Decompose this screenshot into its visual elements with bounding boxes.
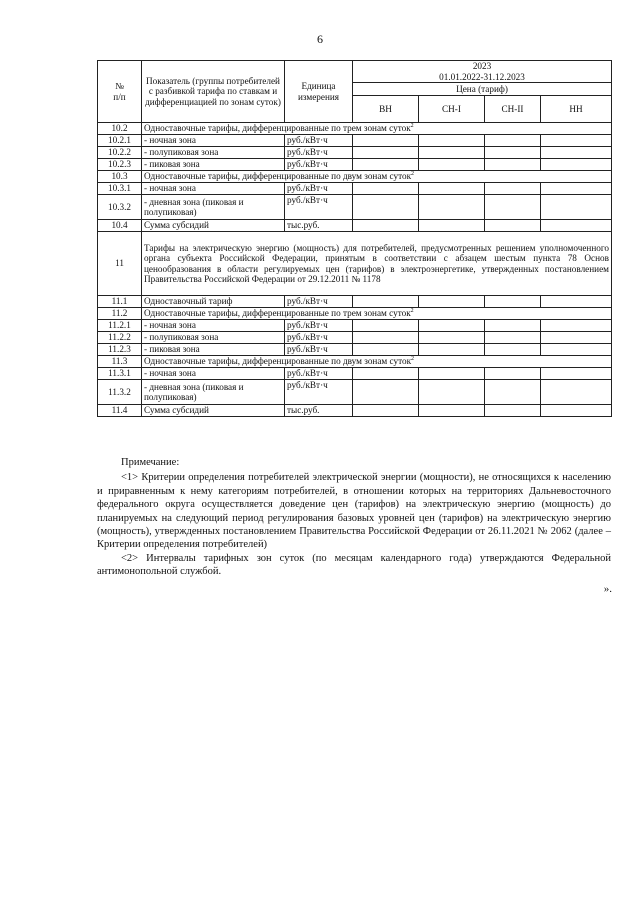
header-col-vn: ВН (353, 96, 419, 123)
row-label-text: Одноставочные тарифы, дифференцированные по трем зонам суток (144, 308, 411, 319)
price-cell (485, 296, 541, 308)
row-number: 10.2.2 (98, 147, 142, 159)
row-label (142, 320, 285, 332)
table-row (98, 232, 612, 296)
price-cell (541, 368, 612, 380)
row-label-text: Одноставочный тариф (144, 296, 233, 307)
price-cell (541, 183, 612, 195)
row-label (142, 159, 285, 171)
price-cell (485, 332, 541, 344)
row-unit: руб./кВт·ч (285, 320, 353, 332)
header-num: № п/п (98, 61, 142, 123)
row-label (142, 368, 285, 380)
row-label-text: Сумма субсидий (144, 405, 209, 416)
footnote-ref: 2 (410, 123, 414, 130)
price-cell (541, 332, 612, 344)
table-row (98, 308, 612, 320)
table-row (98, 159, 612, 171)
row-label-text: Одноставочные тарифы, дифференцированные по трем зонам суток (144, 123, 411, 134)
header-col-nn: НН (541, 96, 612, 123)
price-cell (485, 147, 541, 159)
row-label-text: - пиковая зона (144, 159, 200, 170)
row-label (142, 308, 612, 320)
price-cell (419, 368, 485, 380)
row-label-text: - ночная зона (144, 320, 196, 331)
price-cell (353, 368, 419, 380)
price-cell (485, 405, 541, 417)
table-row (98, 344, 612, 356)
price-cell (485, 195, 541, 220)
footnote-ref: 2 (411, 356, 415, 363)
price-cell (419, 183, 485, 195)
price-cell (353, 159, 419, 171)
price-cell (419, 220, 485, 232)
row-number: 11.2 (98, 308, 142, 320)
price-cell (485, 380, 541, 405)
row-label-text: Одноставочные тарифы, дифференцированные по двум зонам суток (144, 171, 412, 182)
row-label (142, 296, 285, 308)
row-number: 10.3 (98, 171, 142, 183)
row-unit: руб./кВт·ч (285, 147, 353, 159)
row-number: 11.1 (98, 296, 142, 308)
row-number: 11.4 (98, 405, 142, 417)
row-unit: руб./кВт·ч (285, 368, 353, 380)
row-unit: руб./кВт·ч (285, 135, 353, 147)
row-number: 11 (98, 232, 142, 296)
price-cell (353, 195, 419, 220)
table-row (98, 135, 612, 147)
price-cell (353, 332, 419, 344)
row-label (142, 380, 285, 405)
table-row (98, 320, 612, 332)
row-label (142, 123, 612, 135)
row-label (142, 356, 612, 368)
row-label-text: Одноставочные тарифы, дифференцированные по двум зонам суток (144, 356, 412, 367)
row-number: 10.2.3 (98, 159, 142, 171)
price-cell (419, 405, 485, 417)
price-cell (419, 380, 485, 405)
note-item-1: <1> Критерии определения потребителей электрической энергии (мощности), не относящихся к населению и приравненным к нему категориям потребителей, в отношении которых на территориях Дальневосточного федерального округа осуществляется доведение цен (тарифов) на электрическую энергию (мощность) до планируемых на следующий период регулирования базовых уровней цен (тарифов) на электрическую энергию (мощность), утвержденных постановлением Правительства Российской Федерации от 26.11.2021 № 2062 (далее – Критерии определения потребителей) (97, 472, 611, 551)
table-row (98, 171, 612, 183)
price-cell (419, 296, 485, 308)
row-number: 11.2.1 (98, 320, 142, 332)
page-number: 6 (317, 32, 323, 46)
row-number: 10.4 (98, 220, 142, 232)
price-cell (541, 220, 612, 232)
row-label-text: - ночная зона (144, 183, 196, 194)
row-label (142, 332, 285, 344)
row-number: 11.2.2 (98, 332, 142, 344)
row-label-text: Сумма субсидий (144, 220, 209, 231)
row-label (142, 147, 285, 159)
header-year: 2023 01.01.2022-31.12.2023 (353, 61, 612, 83)
header-col-sn2: СН-II (485, 96, 541, 123)
price-cell (353, 135, 419, 147)
price-cell (485, 159, 541, 171)
table-row (98, 368, 612, 380)
price-cell (353, 147, 419, 159)
row-label (142, 405, 285, 417)
price-cell (353, 344, 419, 356)
row-label-text: - полупиковая зона (144, 332, 219, 343)
price-cell (353, 220, 419, 232)
row-label (142, 195, 285, 220)
row-label-text: - полупиковая зона (144, 147, 219, 158)
notes-heading: Примечание: (121, 457, 180, 468)
row-number: 10.3.2 (98, 195, 142, 220)
footnote-ref: 2 (411, 171, 415, 178)
row-number: 10.2.1 (98, 135, 142, 147)
price-cell (485, 135, 541, 147)
footnote-ref: 2 (410, 308, 414, 315)
row-label-text: - дневная зона (пиковая и полупиковая) (144, 381, 244, 402)
price-cell (541, 195, 612, 220)
price-cell (419, 159, 485, 171)
row-label-text: - пиковая зона (144, 344, 200, 355)
price-cell (485, 320, 541, 332)
table-row (98, 405, 612, 417)
row-unit: руб./кВт·ч (285, 183, 353, 195)
row-label-text: - ночная зона (144, 368, 196, 379)
row-label-text: Тарифы на электрическую энергию (мощность) для потребителей, предусмотренных решением уполномоченного органа субъекта Российской Федерации, принятым в соответствии с абзацем шестым пункта 78 Основ ценообразования в области регулируемых цен (тарифов) в электроэнергетике, утвержденных постановлением Правительства Российской Федерации от 29.12.2011 № 1178 (144, 242, 609, 284)
note-item-2: <2> Интервалы тарифных зон суток (по месяцам календарного года) утверждаются Федеральной антимонопольной службой. (97, 552, 611, 578)
header-price: Цена (тариф) (353, 83, 612, 96)
row-number: 11.3.1 (98, 368, 142, 380)
row-number: 10.2 (98, 123, 142, 135)
price-cell (353, 380, 419, 405)
price-cell (541, 405, 612, 417)
price-cell (419, 344, 485, 356)
price-cell (419, 135, 485, 147)
row-unit: руб./кВт·ч (285, 296, 353, 308)
price-cell (541, 344, 612, 356)
price-cell (353, 405, 419, 417)
price-cell (353, 296, 419, 308)
price-cell (541, 135, 612, 147)
price-cell (541, 320, 612, 332)
table-row (98, 183, 612, 195)
table-row (98, 356, 612, 368)
price-cell (485, 344, 541, 356)
row-label (142, 220, 285, 232)
price-cell (485, 368, 541, 380)
price-cell (353, 183, 419, 195)
row-unit: тыс.руб. (285, 405, 353, 417)
row-unit: руб./кВт·ч (285, 195, 353, 220)
table-row (98, 380, 612, 405)
price-cell (353, 320, 419, 332)
row-label-text: - дневная зона (пиковая и полупиковая) (144, 196, 244, 217)
tariff-table (97, 60, 612, 417)
row-number: 11.2.3 (98, 344, 142, 356)
price-cell (541, 296, 612, 308)
price-cell (419, 332, 485, 344)
header-unit: Единица измерения (285, 61, 353, 123)
row-unit: тыс.руб. (285, 220, 353, 232)
price-cell (541, 159, 612, 171)
price-cell (419, 147, 485, 159)
row-unit: руб./кВт·ч (285, 332, 353, 344)
price-cell (541, 147, 612, 159)
row-label (142, 171, 612, 183)
row-number: 10.3.1 (98, 183, 142, 195)
table-row (98, 296, 612, 308)
row-number: 11.3.2 (98, 380, 142, 405)
row-label (142, 183, 285, 195)
table-row (98, 332, 612, 344)
price-cell (541, 380, 612, 405)
closing-quote: ». (603, 583, 612, 595)
price-cell (419, 195, 485, 220)
row-unit: руб./кВт·ч (285, 380, 353, 405)
table-row (98, 195, 612, 220)
notes-section (97, 456, 611, 579)
row-unit: руб./кВт·ч (285, 344, 353, 356)
row-unit: руб./кВт·ч (285, 159, 353, 171)
price-cell (485, 183, 541, 195)
table-row (98, 147, 612, 159)
header-indicator: Показатель (группы потребителей с разбивкой тарифа по ставкам и дифференциацией по зонам суток) (142, 61, 285, 123)
price-cell (419, 320, 485, 332)
row-label (142, 135, 285, 147)
row-label-text: - ночная зона (144, 135, 196, 146)
table-row (98, 123, 612, 135)
header-col-sn1: СН-I (419, 96, 485, 123)
row-number: 11.3 (98, 356, 142, 368)
row-label (142, 232, 612, 296)
row-label (142, 344, 285, 356)
price-cell (485, 220, 541, 232)
table-row (98, 220, 612, 232)
